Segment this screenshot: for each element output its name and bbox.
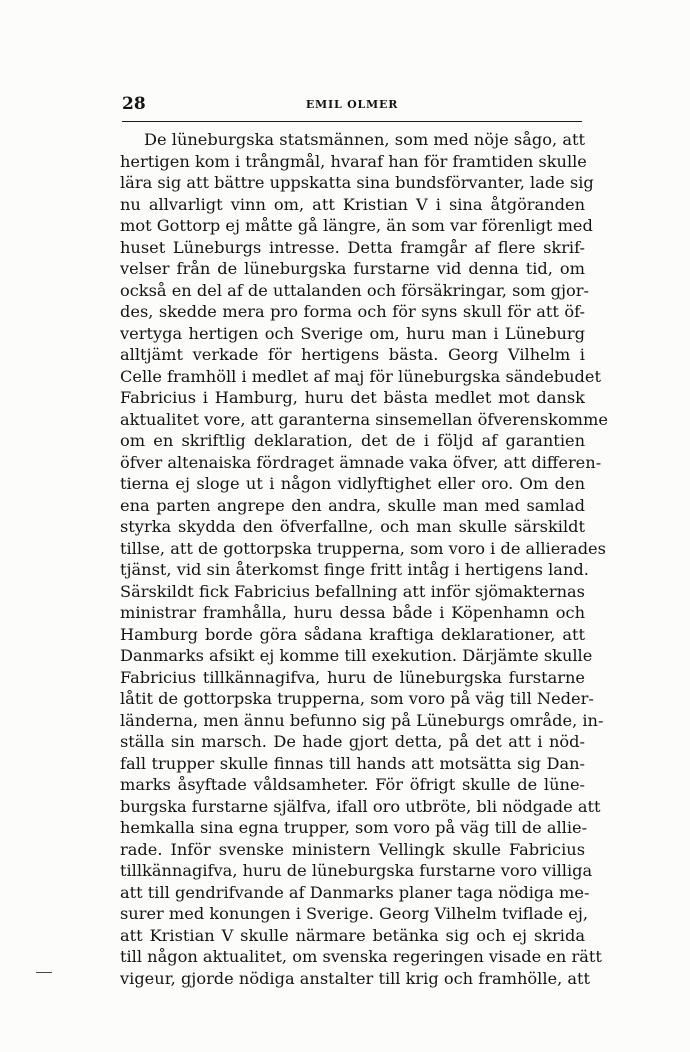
text-line: mot Gottorp ej måtte gå längre, än som var förenligt med bbox=[120, 216, 593, 235]
text-line: des, skedde mera pro forma och för syns skull för att öf- bbox=[120, 302, 585, 321]
text-line: att Kristian V skulle närmare betänka sig och ej skrida bbox=[120, 925, 585, 945]
text-line: Särskildt fick Fabricius befallning att inför sjömakternas bbox=[120, 581, 585, 601]
text-line: rade. Inför svenske ministern Vellingk skulle Fabricius bbox=[120, 839, 585, 859]
text-line: alltjämt verkade för hertigens bästa. Georg Vilhelm i bbox=[120, 345, 585, 364]
text-line: huset Lüneburgs intresse. Detta framgår af flere skrif- bbox=[120, 237, 585, 257]
text-line: om en skriftlig deklaration, det de i följd af garantien bbox=[120, 431, 585, 450]
running-head: EMIL OLMER bbox=[305, 98, 399, 111]
text-line: Hamburg borde göra sådana kraftiga deklarationer, att bbox=[120, 624, 585, 644]
text-line: styrka skydda den öfverfallne, och man skulle särskildt bbox=[120, 517, 585, 536]
text-line: ministrar framhålla, huru dessa både i Köpenhamn och bbox=[120, 603, 585, 622]
page-header bbox=[122, 94, 582, 118]
text-line: burgska furstarne själfva, ifall oro utbröte, bli nödgade att bbox=[120, 796, 601, 816]
text-line: surer med konungen i Sverige. Georg Vilhelm tviflade ej, bbox=[120, 904, 589, 923]
text-line: nu allvarligt vinn om, att Kristian V i sina åtgöranden bbox=[120, 194, 585, 214]
text-line: låtit de gottorpska trupperna, som voro på väg till Neder- bbox=[120, 689, 594, 708]
text-line: aktualitet vore, att garanterna sinsemellan öfverenskomme bbox=[120, 409, 608, 429]
text-line: vigeur, gjorde nödiga anstalter till krig och framhölle, att bbox=[120, 968, 591, 988]
text-line: Fabricius i Hamburg, huru det bästa medlet mot dansk bbox=[120, 388, 585, 407]
text-line: hemkalla sina egna trupper, som voro på väg till de allie- bbox=[120, 818, 588, 837]
page-number: 28 bbox=[122, 94, 146, 114]
text-line: att till gendrifvande af Danmarks planer taga nödiga me- bbox=[120, 882, 590, 902]
text-line: också en del af de uttalanden och försäkringar, som gjor- bbox=[120, 280, 589, 300]
text-line: lära sig att bättre uppskatta sina bundsförvanter, lade sig bbox=[120, 173, 594, 192]
text-line: marks åsyftade våldsamheter. För öfrigt skulle de lüne- bbox=[120, 775, 585, 794]
text-line: länderna, men ännu befunno sig på Lüneburgs område, in- bbox=[120, 710, 604, 730]
text-line: ena parten angrepe den andra, skulle man med samlad bbox=[120, 495, 585, 515]
text-line: velser från de lüneburgska furstarne vid denna tid, om bbox=[120, 259, 585, 278]
body-paragraph bbox=[120, 129, 608, 989]
text-line: Celle framhöll i medlet af maj för lüneburgska sändebudet bbox=[120, 366, 602, 386]
text-line: tjänst, vid sin återkomst finge fritt intåg i hertigens land. bbox=[120, 560, 589, 579]
text-line: tierna ej sloge ut i någon vidlyftighet eller oro. Om den bbox=[120, 474, 585, 493]
text-line: fall trupper skulle finnas till hands att motsätta sig Dan- bbox=[120, 753, 585, 773]
text-line: Danmarks afsikt ej komme till exekution. Därjämte skulle bbox=[120, 646, 593, 665]
margin-mark bbox=[36, 972, 52, 973]
text-line: öfver altenaiska fördraget ämnade vaka öfver, att differen- bbox=[120, 452, 602, 472]
text-line: tillkännagifva, huru de lüneburgska furstarne voro villiga bbox=[120, 861, 593, 880]
text-line: ställa sin marsch. De hade gjort detta, på det att i nöd- bbox=[120, 732, 585, 751]
text-line: till någon aktualitet, om svenska regeringen visade en rätt bbox=[120, 947, 602, 966]
text-line: hertigen kom i trångmål, hvaraf han för framtiden skulle bbox=[120, 151, 587, 171]
text-line: vertyga hertigen och Sverige om, huru man i Lüneburg bbox=[120, 323, 585, 343]
header-rule bbox=[122, 121, 582, 122]
text-line: Fabricius tillkännagifva, huru de lüneburgska furstarne bbox=[120, 667, 585, 687]
text-line: De lüneburgska statsmännen, som med nöje sågo, att bbox=[144, 130, 585, 149]
text-line: tillse, att de gottorpska trupperna, som voro i de allierades bbox=[120, 538, 606, 558]
